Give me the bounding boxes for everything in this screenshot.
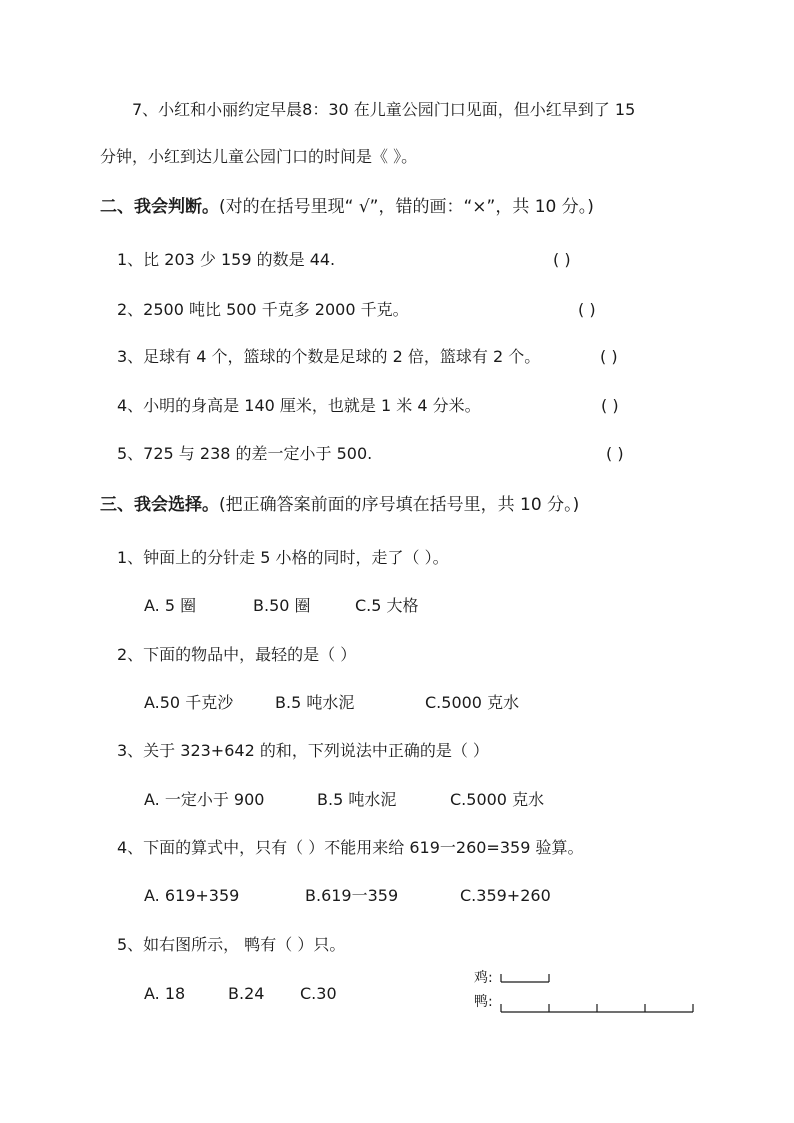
choice-1-option-a[interactable]: A. 5 圈 — [144, 596, 197, 615]
choice-2-option-b[interactable]: B.5 吨水泥 — [275, 693, 355, 712]
section2-title: 二、我会判断。 — [100, 197, 219, 217]
chicken-bar — [501, 974, 549, 982]
judge-answer-1[interactable]: ( ) — [553, 250, 571, 269]
q7-line1: 7、小红和小丽约定早晨8：30 在儿童公园门口见面，但小红早到了 15 — [132, 100, 636, 119]
choice-question-3: 3、关于 323+642 的和，下列说法中正确的是（ ） — [117, 741, 489, 760]
judge-item-2: 2、2500 吨比 500 千克多 2000 千克。 — [117, 300, 409, 319]
choice-5-option-a[interactable]: A. 18 — [144, 984, 186, 1003]
choice-3-option-b[interactable]: B.5 吨水泥 — [317, 790, 397, 809]
choice-2-option-c[interactable]: C.5000 克水 — [425, 693, 520, 712]
choice-question-2: 2、下面的物品中，最轻的是（ ） — [117, 645, 357, 664]
choice-5-option-b[interactable]: B.24 — [228, 984, 265, 1003]
judge-item-3: 3、足球有 4 个，篮球的个数是足球的 2 倍，篮球有 2 个。 — [117, 347, 541, 366]
judge-item-1: 1、比 203 少 159 的数是 44. — [117, 250, 336, 269]
judge-answer-2[interactable]: ( ) — [578, 300, 596, 319]
choice-1-option-c[interactable]: C.5 大格 — [355, 596, 419, 615]
judge-answer-5[interactable]: ( ) — [606, 444, 624, 463]
judge-item-4: 4、小明的身高是 140 厘米，也就是 1 米 4 分米。 — [117, 396, 481, 415]
section2-heading — [100, 197, 594, 217]
choice-question-1: 1、钟面上的分针走 5 小格的同时，走了（ ）。 — [117, 548, 449, 567]
section3-title: 三、我会选择。 — [100, 495, 219, 515]
choice-4-option-c[interactable]: C.359+260 — [460, 886, 551, 905]
choice-3-option-a[interactable]: A. 一定小于 900 — [144, 790, 265, 809]
chicken-duck-segment-diagram — [474, 966, 704, 1022]
choice-4-option-a[interactable]: A. 619+359 — [144, 886, 240, 905]
choice-question-4: 4、下面的算式中，只有（ ）不能用来给 619一260=359 验算。 — [117, 838, 584, 857]
duck-bar — [501, 1004, 693, 1012]
choice-3-option-c[interactable]: C.5000 克水 — [450, 790, 545, 809]
q7-line2: 分钟，小红到达儿童公园门口的时间是《 》。 — [100, 147, 418, 166]
choice-5-option-c[interactable]: C.30 — [300, 984, 337, 1003]
choice-4-option-b[interactable]: B.619一359 — [305, 886, 399, 905]
judge-answer-4[interactable]: ( ) — [601, 396, 619, 415]
section3-instruction: (把正确答案前面的序号填在括号里，共 10 分。) — [219, 495, 580, 515]
chicken-label: 鸡: — [474, 970, 493, 986]
duck-label: 鸭: — [474, 994, 493, 1010]
judge-answer-3[interactable]: ( ) — [600, 347, 618, 366]
section3-heading — [100, 495, 579, 515]
choice-2-option-a[interactable]: A.50 千克沙 — [144, 693, 234, 712]
judge-item-5: 5、725 与 238 的差一定小于 500. — [117, 444, 373, 463]
choice-1-option-b[interactable]: B.50 圈 — [253, 596, 311, 615]
choice-question-5: 5、如右图所示， 鸭有（ ）只。 — [117, 935, 346, 954]
section2-instruction: (对的在括号里现“ √”，错的画：“×”，共 10 分。) — [219, 197, 594, 217]
